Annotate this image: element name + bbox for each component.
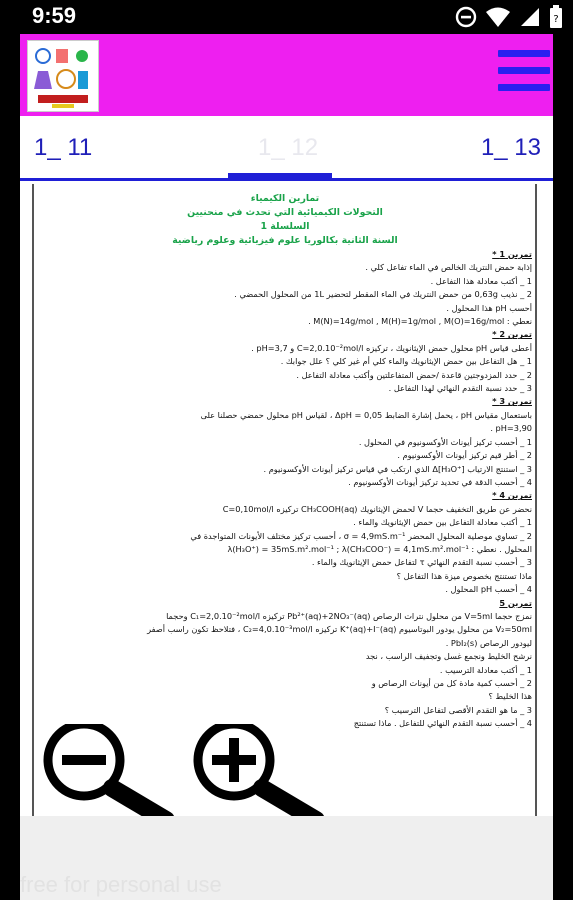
page-border-left: [32, 184, 34, 816]
zoom-out-icon: [28, 724, 178, 824]
doc-title-2: التحولات الكيميائية التي تحدث في منحنيين: [187, 207, 383, 218]
document-line: 1 _ أكتب معادلة التفاعل بين حمض الإيثانويك والماء .: [353, 517, 532, 528]
document-line: 3 _ ما هو التقدم الأقصى لتفاعل الترسيب ؟: [384, 704, 532, 715]
document-line: 4 _ أحسب pH المحلول .: [445, 584, 532, 595]
document-line: 3 _ استنتج الارتياب Δ[H₃O⁺] الذي ارتكب في قياس تركيز أيونات الأوكسونيوم .: [263, 463, 532, 474]
document-line: ماذا تستنتج بخصوص ميزة هذا التفاعل ؟: [396, 570, 532, 581]
document-line: 2 _ أطر قيم تركيز أيونات الأوكسونيوم .: [397, 450, 532, 461]
document-line: 3 _ حدد نسبة التقدم النهائي لهذا التفاعل .: [388, 383, 532, 394]
status-icons: [455, 5, 563, 33]
doc-title-4: السنة الثانية بكالوريا علوم فيزيائية وعلوم رياضية: [172, 235, 398, 246]
document-line: نمزج حجما V=5ml من محلول نترات الرصاص Pb²⁺(aq)+2NO₃⁻(aq) تركيزه C₁=2,0.10⁻²mol/l وحجما: [166, 610, 532, 621]
doc-title-3: السلسلة 1: [260, 221, 310, 232]
exercise-heading: تمرين 4 *: [492, 490, 532, 501]
app-window: [20, 34, 553, 900]
document-line: نرشح الخليط ونجمع غسل وتجفيف الراسب ، نجد: [365, 651, 532, 662]
document-line: 1 _ أحسب تركيز أيونات الأوكسونيوم في المحلول .: [358, 436, 532, 447]
zoom-in-button[interactable]: [178, 724, 328, 824]
document-content: [38, 192, 532, 731]
svg-text:?: ?: [553, 14, 559, 25]
exercise-heading: تمرين 3 *: [492, 396, 532, 407]
document-line: 4 _ أحسب نسبة التقدم النهائي للتفاعل . ماذا تستنتج: [353, 718, 532, 729]
document-lines: [38, 248, 532, 731]
do-not-disturb-icon: [455, 6, 477, 32]
document-line: 2 _ نذيب 0,63g من حمض النتريك في الماء المقطر لتحضير 1L من المحلول الحمضي .: [234, 289, 532, 300]
previous-page-link[interactable]: 1_ 11: [34, 134, 93, 161]
signal-icon: [519, 6, 541, 32]
exercise-heading: تمرين 5: [499, 597, 532, 608]
zoom-out-button[interactable]: [28, 724, 178, 824]
document-line: إذابة حمض النتريك الخالص في الماء تفاعل كلي .: [365, 262, 532, 273]
next-page-link[interactable]: 1_ 13: [480, 134, 541, 161]
status-time: 9:59: [32, 3, 77, 28]
wifi-icon: [485, 6, 511, 32]
document-line: المحلول . نعطي : λ(H₃O⁺) = 35mS.m².mol⁻¹ ; λ(CH₃COO⁻) = 4,1mS.m².mol⁻¹: [227, 543, 532, 554]
battery-icon: [549, 5, 563, 33]
page-border-right: [535, 184, 537, 816]
document-line: 2 _ حدد المزدوجتين قاعدة /حمض المتفاعلتين وأكتب معادلة التفاعل .: [296, 369, 532, 380]
document-line: أعطى قياس pH محلول حمض الإيثانويك ، تركيزه C=2,0.10⁻²mol/l و pH=3,7 .: [251, 342, 532, 353]
watermark-text: free for personal use: [20, 872, 222, 897]
document-line: 4 _ أحسب الدقة في تحديد تركيز أيونات الأوكسونيوم .: [348, 476, 532, 487]
current-page-label: 1_ 12: [258, 134, 319, 161]
app-header: [20, 34, 553, 116]
document-line: 3 _ أحسب نسبة التقدم النهائي τ لتفاعل حمض الإيثانويك والماء .: [311, 557, 532, 568]
hamburger-icon[interactable]: [498, 50, 550, 102]
chemistry-lab-logo[interactable]: [27, 40, 99, 112]
document-line: 1 _ أكتب معادلة هذا التفاعل .: [430, 275, 532, 286]
pager-indicator: [228, 173, 332, 181]
doc-title-1: تمارين الكيمياء: [250, 193, 320, 204]
document-line: هذا الخليط ؟: [488, 691, 532, 702]
document-line: pH=3,90 .: [490, 423, 532, 434]
document-page[interactable]: [30, 184, 543, 816]
document-line: نعطي : M(N)=14g/mol , M(H)=1g/mol , M(O)=16g/mol .: [308, 316, 532, 327]
document-line: V₂=50ml من محلول يودور البوتاسيوم K⁺(aq)+I⁻(aq) تركيزه C₂=4,0.10⁻³mol/l ، فتلاحظ تكون راسب أصفر: [147, 624, 532, 635]
document-line: أحسب pH هذا المحلول .: [446, 302, 532, 313]
document-line: ليودور الرصاص PbI₂(s) .: [445, 637, 532, 648]
document-line: 2 _ تساوي موصلية المحلول المحضر σ = 4,9mS.m⁻¹ ، أحسب تركيز مختلف الأيونات المتواجدة في: [190, 530, 532, 541]
zoom-in-icon: [178, 724, 328, 824]
document-line: نحضر عن طريق التخفيف حجما V لحمض الإيثانويك CH₃COOH(aq) تركيزه C=0,10mol/l: [222, 503, 532, 514]
exercise-heading: تمرين 1 *: [492, 249, 532, 259]
document-line: 1 _ هل التفاعل بين حمض الإيثانويك والماء كلي أم غير كلي ؟ علل جوابك .: [280, 356, 532, 367]
document-line: 2 _ أحسب كمية مادة كل من أيونات الرصاص و: [371, 678, 532, 688]
document-line: 1 _ أكتب معادلة الترسيب .: [439, 664, 532, 675]
page-navigator: [20, 116, 553, 181]
document-line: باستعمال مقياس pH ، يحمل إشارة الضابط ΔpH = 0,05 ، لقياس pH محلول حمضي حصلنا على: [200, 409, 532, 420]
status-bar: [0, 0, 573, 34]
exercise-heading: تمرين 2 *: [492, 329, 532, 340]
